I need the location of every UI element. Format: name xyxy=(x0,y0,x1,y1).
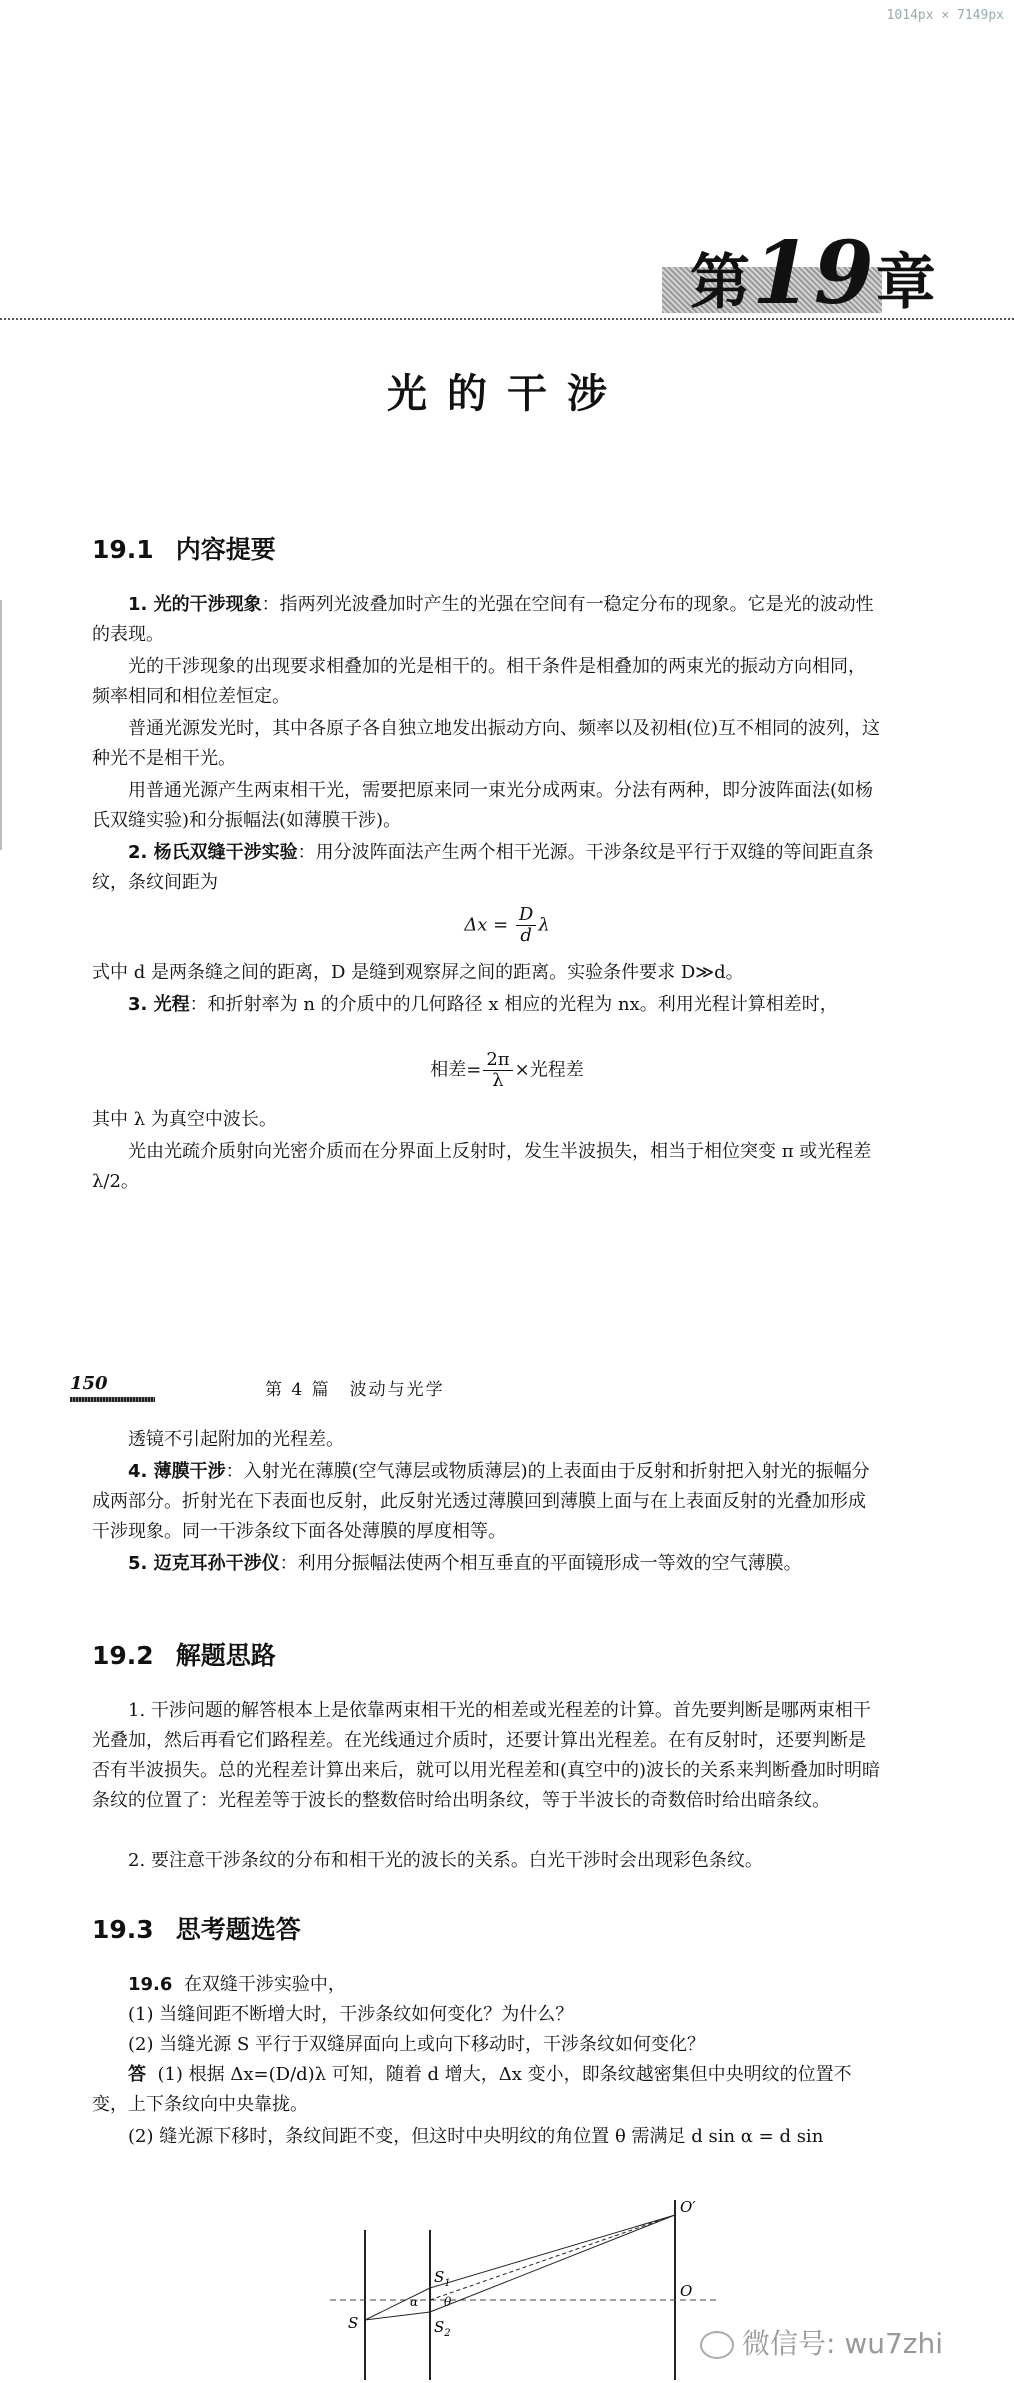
section-heading-19-3: 19.3 思考题选答 xyxy=(92,1915,301,1944)
paragraph: 2. 要注意干涉条纹的分布和相干光的波长的关系。白光干涉时会出现彩色条纹。 xyxy=(128,1850,763,1871)
wechat-icon xyxy=(700,2331,734,2359)
paragraph: 2. 杨氏双缝干涉实验：用分波阵面法产生两个相干光源。干涉条纹是平行于双缝的等间距直条纹，条纹间距为 xyxy=(92,842,874,893)
paragraph: 其中 λ 为真空中波长。 xyxy=(92,1109,277,1130)
ray xyxy=(430,2215,675,2312)
label-O: O xyxy=(680,2282,693,2300)
watermark: 微信号: wu7zhi xyxy=(700,2322,943,2362)
section-heading-19-2: 19.2 解题思路 xyxy=(92,1641,276,1670)
paragraph: 4. 薄膜干涉：入射光在薄膜(空气薄层或物质薄层)的上表面由于反射和折射把入射光的振幅分成两部分。折射光在下表面也反射，此反射光透过薄膜回到薄膜上面与在上表面反射的光叠加形成干涉现象。同一干涉条纹下面各处薄膜的厚度相等。 xyxy=(92,1461,870,1542)
question: 19.6 在双缝干涉实验中， xyxy=(128,1974,346,1995)
ray xyxy=(365,2288,430,2320)
chapter-number: 第19章 xyxy=(690,223,938,324)
equation-phase-difference: 相差= $\frac{2\pi}{\lambda}$ ×光程差 xyxy=(430,1049,584,1091)
paragraph: 光由光疏介质射向光密介质而在分界面上反射时，发生半波损失，相当于相位突变 π 或光程差 λ/2。 xyxy=(92,1141,872,1192)
label-theta: θ xyxy=(444,2295,452,2309)
chapter-title: 光的干涉 xyxy=(387,370,627,417)
question-part: (1) 当缝间距不断增大时，干涉条纹如何变化？为什么？ xyxy=(128,2004,574,2025)
paragraph: 3. 光程：和折射率为 n 的介质中的几何路径 x 相应的光程为 nx。利用光程计算相差时， xyxy=(128,994,838,1015)
paragraph: 5. 迈克耳孙干涉仪：利用分振幅法使两个相互垂直的平面镜形成一等效的空气薄膜。 xyxy=(128,1553,802,1574)
ray xyxy=(365,2312,430,2320)
section-heading-19-1: 19.1 内容提要 xyxy=(92,535,276,564)
paragraph: 用普通光源产生两束相干光，需要把原来同一束光分成两束。分法有两种，即分波阵面法(如杨氏双缝实验)和分振幅法(如薄膜干涉)。 xyxy=(92,780,874,831)
paragraph: 式中 d 是两条缝之间的距离，D 是缝到观察屏之间的距离。实验条件要求 D≫d。 xyxy=(92,962,744,983)
label-O-prime: O′ xyxy=(680,2198,696,2216)
footer-bar xyxy=(70,1397,155,1402)
label-S1: $S_1$ xyxy=(434,2268,451,2289)
answer: 答 (1) 根据 Δx=(D/d)λ 可知，随着 d 增大，Δx 变小，即条纹越密集但中央明纹的位置不变，上下条纹向中央靠拢。 xyxy=(92,2064,852,2115)
paragraph: 1. 干涉问题的解答根本上是依靠两束相干光的相差或光程差的计算。首先要判断是哪两束相干光叠加，然后再看它们路程差。在光线通过介质时，还要计算出光程差。在有反射时，还要判断是否有半波损失。总的光程差计算出来后，就可以用光程差和(真空中的)波长的关系来判断叠加时明暗条纹的位置了：光程差等于波长的整数倍时给出明条纹，等于半波长的奇数倍时给出暗条纹。 xyxy=(92,1700,881,1811)
ray-center xyxy=(430,2215,675,2300)
double-slit-figure xyxy=(320,2160,740,2380)
label-alpha: α xyxy=(410,2295,419,2309)
paragraph: 1. 光的干涉现象：指两列光波叠加时产生的光强在空间有一稳定分布的现象。它是光的波动性的表现。 xyxy=(92,594,874,645)
answer: (2) 缝光源下移时，条纹间距不变，但这时中央明纹的角位置 θ 需满足 d sin α = d sin xyxy=(128,2126,824,2147)
scan-margin-line xyxy=(0,600,2,850)
question-part: (2) 当缝光源 S 平行于双缝屏面向上或向下移动时，干涉条纹如何变化？ xyxy=(128,2034,705,2055)
image-size-label: 1014px × 7149px xyxy=(886,8,1004,23)
label-S2: $S_2$ xyxy=(434,2318,451,2339)
part-title: 第 4 篇 波动与光学 xyxy=(265,1380,445,1400)
page-footer xyxy=(70,1373,950,1403)
page-number: 150 xyxy=(70,1373,108,1394)
chapter-badge xyxy=(640,215,938,324)
ray xyxy=(430,2215,675,2288)
paragraph: 普通光源发光时，其中各原子各自独立地发出振动方向、频率以及初相(位)互不相同的波列，这种光不是相干光。 xyxy=(92,718,881,769)
paragraph: 光的干涉现象的出现要求相叠加的光是相干的。相干条件是相叠加的两束光的振动方向相同，频率相同和相位差恒定。 xyxy=(92,656,866,707)
equation-fringe-spacing: Δx = $\frac{D}{d}$ λ xyxy=(464,904,550,946)
paragraph: 透镜不引起附加的光程差。 xyxy=(128,1429,344,1450)
label-S: S xyxy=(348,2314,359,2332)
